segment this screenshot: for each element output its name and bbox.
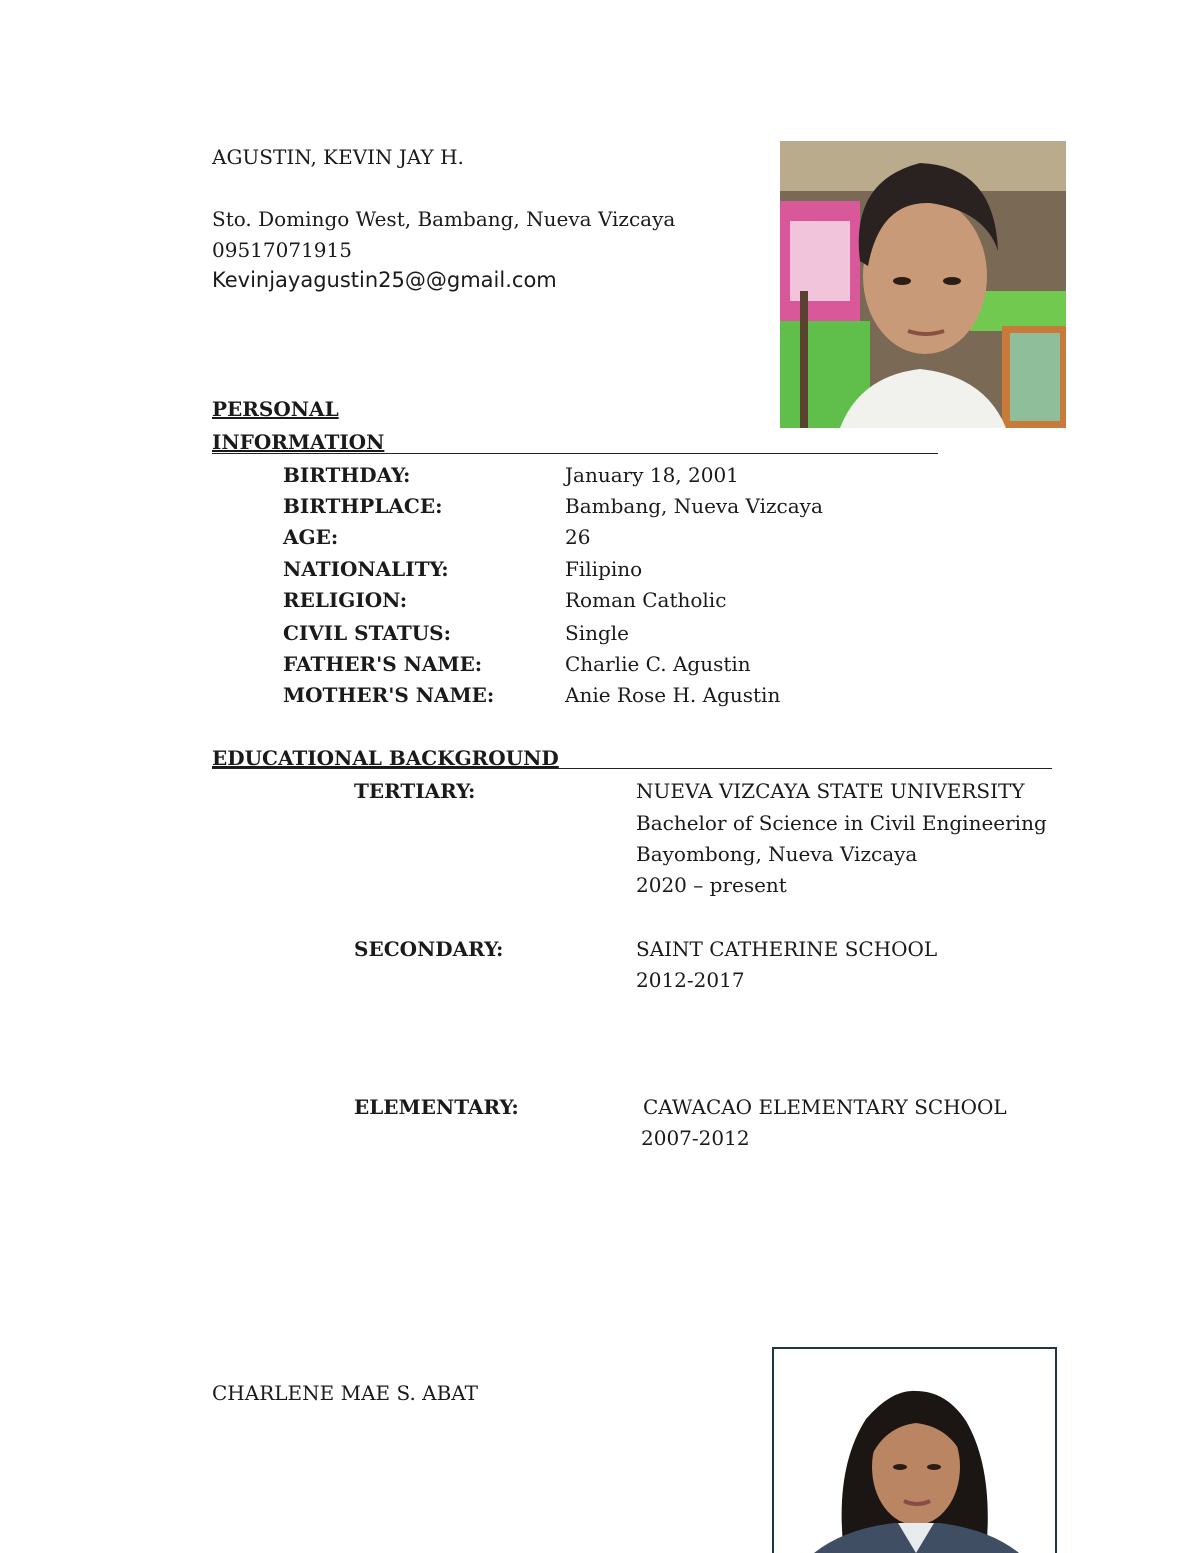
birthplace-label: BIRTHPLACE: xyxy=(283,494,443,518)
mothers-name-value: Anie Rose H. Agustin xyxy=(565,683,781,707)
applicant-photo xyxy=(780,141,1066,428)
section-divider xyxy=(212,453,938,454)
elementary-label: ELEMENTARY: xyxy=(354,1095,519,1119)
personal-info-heading-line2: INFORMATION xyxy=(212,430,385,454)
civil-status-label: CIVIL STATUS: xyxy=(283,621,451,645)
address: Sto. Domingo West, Bambang, Nueva Vizcaya xyxy=(212,207,676,231)
mothers-name-label: MOTHER'S NAME: xyxy=(283,683,495,707)
secondary-school: SAINT CATHERINE SCHOOL xyxy=(636,937,938,961)
birthday-value: January 18, 2001 xyxy=(565,463,739,487)
nationality-value: Filipino xyxy=(565,557,643,581)
nationality-label: NATIONALITY: xyxy=(283,557,449,581)
elementary-school: CAWACAO ELEMENTARY SCHOOL xyxy=(643,1095,1007,1119)
secondary-years: 2012-2017 xyxy=(636,968,745,992)
fathers-name-value: Charlie C. Agustin xyxy=(565,652,751,676)
age-label: AGE: xyxy=(283,525,339,549)
applicant-name: AGUSTIN, KEVIN JAY H. xyxy=(212,145,464,169)
tertiary-label: TERTIARY: xyxy=(354,779,476,803)
applicant-photo xyxy=(772,1347,1057,1553)
tertiary-location: Bayombong, Nueva Vizcaya xyxy=(636,842,918,866)
civil-status-value: Single xyxy=(565,621,630,645)
tertiary-years: 2020 – present xyxy=(636,873,787,897)
religion-value: Roman Catholic xyxy=(565,588,727,612)
tertiary-course: Bachelor of Science in Civil Engineering xyxy=(636,811,1047,835)
personal-info-heading-line1: PERSONAL xyxy=(212,397,339,421)
secondary-label: SECONDARY: xyxy=(354,937,504,961)
email-address: Kevinjayagustin25@@gmail.com xyxy=(212,268,557,292)
elementary-years: 2007-2012 xyxy=(641,1126,750,1150)
religion-label: RELIGION: xyxy=(283,588,408,612)
age-value: 26 xyxy=(565,525,591,549)
birthday-label: BIRTHDAY: xyxy=(283,463,411,487)
fathers-name-label: FATHER'S NAME: xyxy=(283,652,483,676)
phone-number: 09517071915 xyxy=(212,238,352,262)
applicant-name: CHARLENE MAE S. ABAT xyxy=(212,1381,478,1405)
birthplace-value: Bambang, Nueva Vizcaya xyxy=(565,494,823,518)
section-divider xyxy=(212,768,1052,769)
tertiary-school: NUEVA VIZCAYA STATE UNIVERSITY xyxy=(636,779,1025,803)
education-heading: EDUCATIONAL BACKGROUND xyxy=(212,746,559,770)
